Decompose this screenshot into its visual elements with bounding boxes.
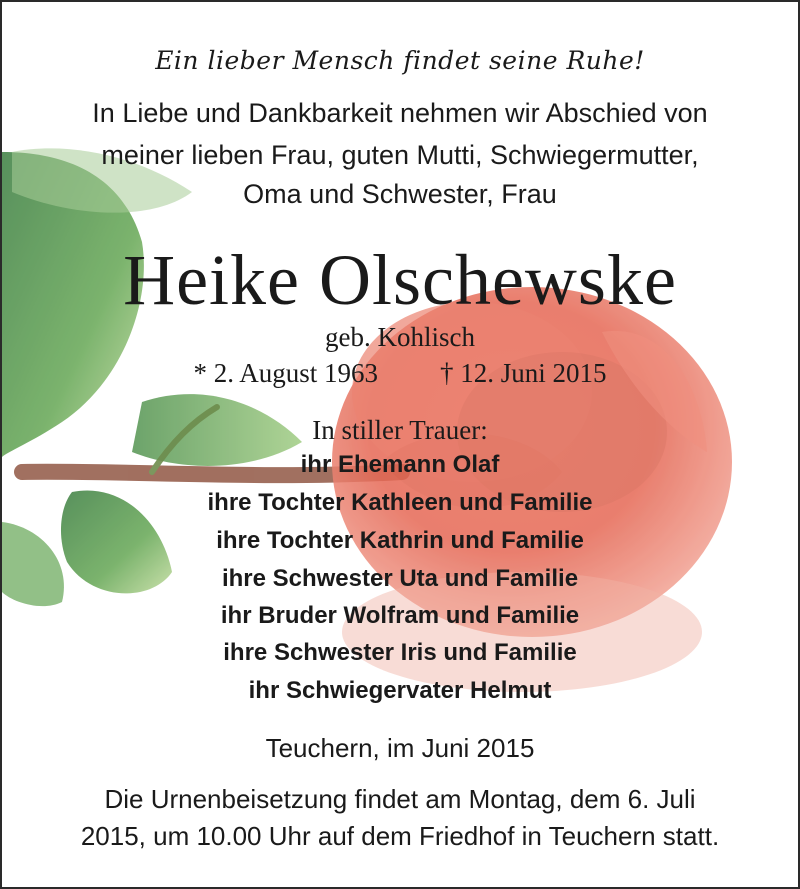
- obituary-text: [2, 2, 798, 887]
- intro-line: Oma und Schwester, Frau: [243, 179, 557, 209]
- mourner-entry: ihre Tochter Kathrin und Familie: [216, 527, 584, 554]
- mourner-entry: ihre Tochter Kathleen und Familie: [207, 489, 593, 516]
- mourner-entry: ihr Schwiegervater Helmut: [248, 677, 552, 704]
- burial-notice-line: 2015, um 10.00 Uhr auf dem Friedhof in Teuchern statt.: [80, 821, 720, 851]
- place-date: Teuchern, im Juni 2015: [265, 733, 535, 763]
- mourner-entry: ihr Bruder Wolfram und Familie: [220, 602, 580, 629]
- mourning-title: In stiller Trauer:: [312, 415, 488, 445]
- motto: Ein lieber Mensch findet seine Ruhe!: [155, 46, 645, 75]
- intro-line: meiner lieben Frau, guten Mutti, Schwiegermutter,: [101, 140, 699, 170]
- intro-line: In Liebe und Dankbarkeit nehmen wir Abschied von: [92, 98, 708, 128]
- mourner-entry: ihre Schwester Uta und Familie: [221, 565, 579, 592]
- mourner-entry: ihr Ehemann Olaf: [300, 451, 500, 478]
- deceased-name: Heike Olschewske: [123, 240, 677, 320]
- life-dates: [2, 360, 798, 387]
- birth-date: * 2. August 1963: [193, 358, 378, 388]
- mourner-entry: ihre Schwester Iris und Familie: [223, 639, 577, 666]
- birth-name: geb. Kohlisch: [325, 322, 475, 352]
- burial-notice-line: Die Urnenbeisetzung findet am Montag, dem 6. Juli: [104, 784, 696, 814]
- death-date: † 12. Juni 2015: [440, 358, 607, 388]
